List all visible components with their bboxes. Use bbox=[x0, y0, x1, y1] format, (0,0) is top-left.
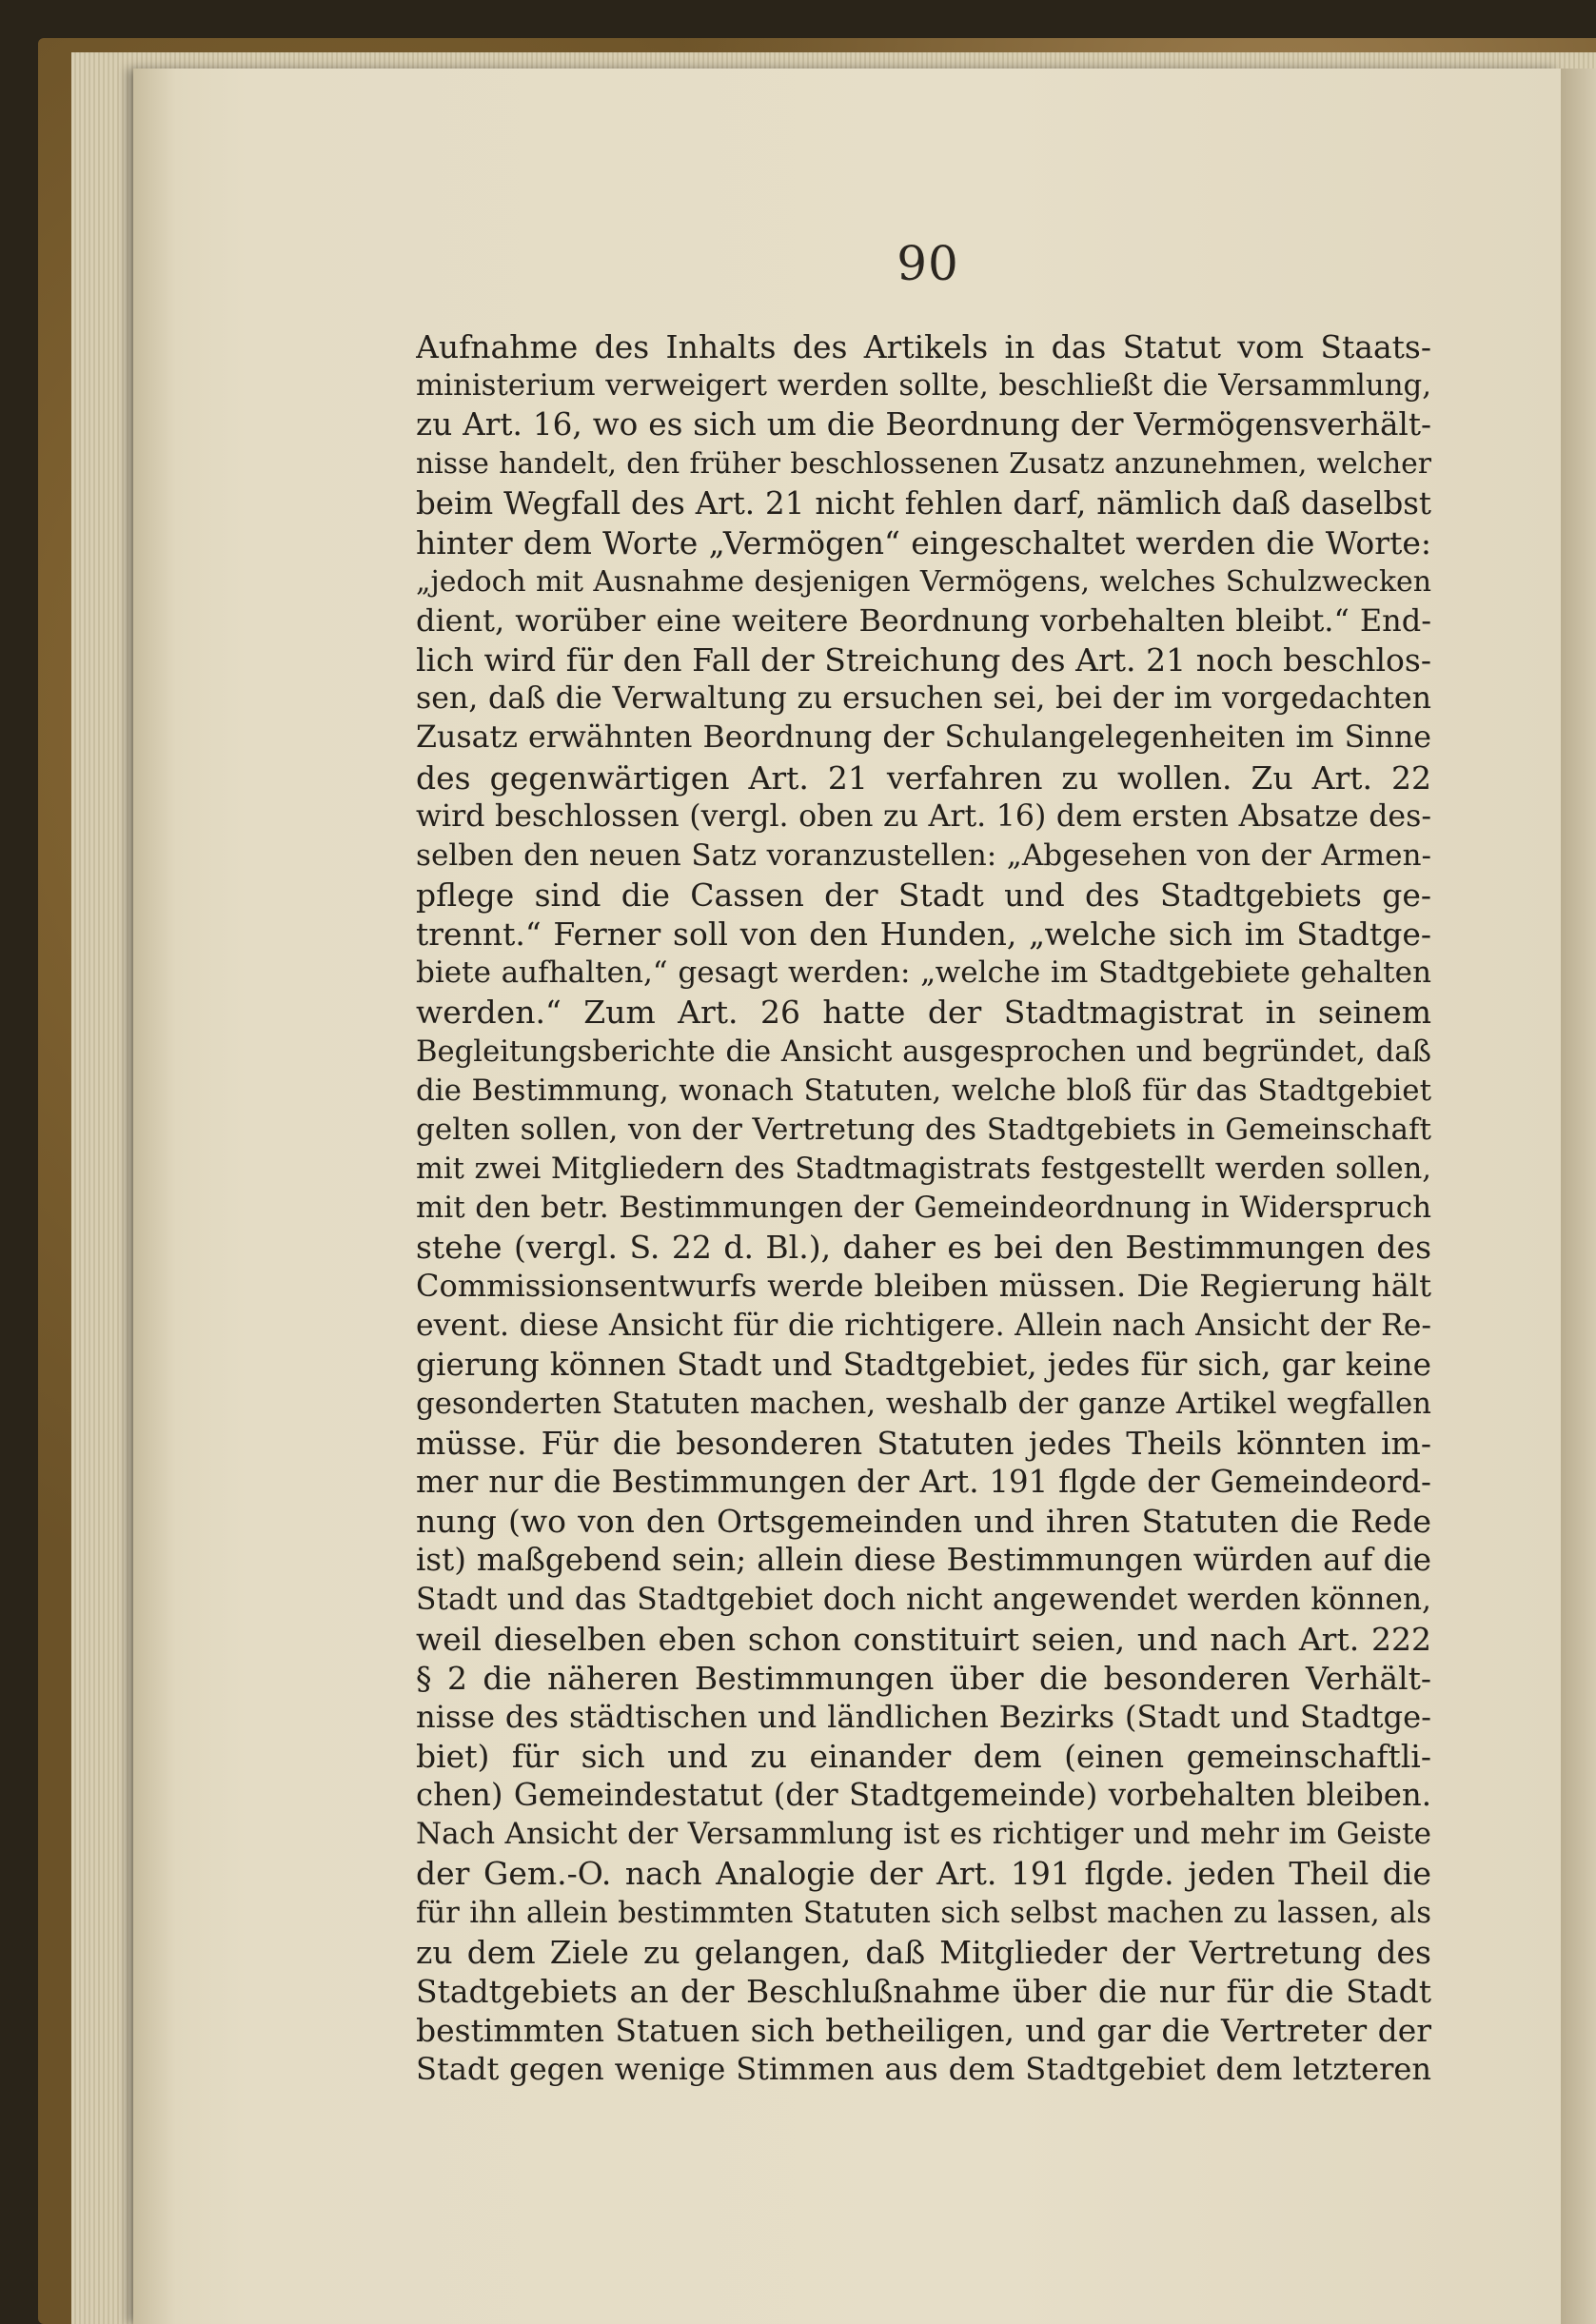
text-line: biete aufhalten,“ gesagt werden: „welche im Stadtgebiete gehalten bbox=[416, 955, 1431, 991]
text-line: Stadtgebiets an der Beschlußnahme über die nur für die Stadt bbox=[416, 1972, 1431, 2010]
text-line: ministerium verweigert werden sollte, beschließt die Versammlung, bbox=[416, 368, 1431, 404]
text-line: wird beschlossen (vergl. oben zu Art. 16) dem ersten Absatze des- bbox=[416, 798, 1431, 834]
page-number: 90 bbox=[897, 236, 959, 291]
text-line: mit den betr. Bestimmungen der Gemeindeordnung in Widerspruch bbox=[416, 1191, 1431, 1226]
text-line: chen) Gemeindestatut (der Stadtgemeinde) vorbehalten bleiben. bbox=[416, 1777, 1431, 1814]
text-line: zu dem Ziele zu gelangen, daß Mitglieder der Vertretung des bbox=[416, 1933, 1431, 1971]
facing-page-edge bbox=[1561, 69, 1596, 2324]
text-line: Aufnahme des Inhalts des Artikels in das Statut vom Staats- bbox=[416, 328, 1431, 365]
text-line: die Bestimmung, wonach Statuten, welche bloß für das Stadtgebiet bbox=[416, 1073, 1431, 1108]
text-line: Begleitungsberichte die Ansicht ausgesprochen und begründet, daß bbox=[416, 1034, 1431, 1069]
text-line: hinter dem Worte „Vermögen“ eingeschaltet werden die Worte: bbox=[416, 523, 1431, 561]
text-line: Stadt und das Stadtgebiet doch nicht angewendet werden können, bbox=[416, 1582, 1431, 1617]
text-line: nisse des städtischen und ländlichen Bezirks (Stadt und Stadtge- bbox=[416, 1698, 1431, 1735]
text-line: biet) für sich und zu einander dem (einen gemeinschaftli- bbox=[416, 1738, 1431, 1776]
text-line: ist) maßgebend sein; allein diese Bestimmungen würden auf die bbox=[416, 1542, 1431, 1579]
text-line: § 2 die näheren Bestimmungen über die besonderen Verhält- bbox=[416, 1659, 1431, 1697]
text-line: gelten sollen, von der Vertretung des Stadtgebiets in Gemeinschaft bbox=[416, 1112, 1431, 1147]
text-line: „jedoch mit Ausnahme desjenigen Vermögens, welches Schulzwecken bbox=[416, 564, 1431, 599]
text-line: mit zwei Mitgliedern des Stadtmagistrats festgestellt werden sollen, bbox=[416, 1152, 1431, 1186]
text-line: pflege sind die Cassen der Stadt und des Stadtgebiets ge- bbox=[416, 876, 1431, 914]
text-line: Commissionsentwurfs werde bleiben müssen. Die Regierung hält bbox=[416, 1268, 1431, 1305]
text-line: beim Wegfall des Art. 21 nicht fehlen darf, nämlich daß daselbst bbox=[416, 484, 1431, 522]
text-line: bestimmten Statuen sich betheiligen, und gar die Vertreter der bbox=[416, 2012, 1431, 2050]
text-line: event. diese Ansicht für die richtigere. Allein nach Ansicht der Re- bbox=[416, 1308, 1431, 1343]
text-line: sen, daß die Verwaltung zu ersuchen sei, bei der im vorgedachten bbox=[416, 681, 1431, 717]
text-line: dient, worüber eine weitere Beordnung vorbehalten bleibt.“ End- bbox=[416, 601, 1431, 639]
text-line: für ihn allein bestimmten Statuten sich selbst machen zu lassen, als bbox=[416, 1895, 1431, 1930]
text-line: selben den neuen Satz voranzustellen: „Abgesehen von der Armen- bbox=[416, 837, 1431, 873]
text-line: stehe (vergl. S. 22 d. Bl.), daher es bei den Bestimmungen des bbox=[416, 1229, 1431, 1267]
text-line: müsse. Für die besonderen Statuten jedes Theils könnten im- bbox=[416, 1424, 1431, 1462]
text-line: trennt.“ Ferner soll von den Hunden, „welche sich im Stadtge- bbox=[416, 916, 1431, 954]
text-line: gesonderten Statuten machen, weshalb der ganze Artikel wegfallen bbox=[416, 1386, 1431, 1421]
text-line: Stadt gegen wenige Stimmen aus dem Stadtgebiet dem letzteren bbox=[416, 2051, 1431, 2088]
text-line: der Gem.-O. nach Analogie der Art. 191 flgde. jeden Theil die bbox=[416, 1855, 1431, 1893]
text-line: zu Art. 16, wo es sich um die Beordnung der Vermögensverhält- bbox=[416, 406, 1431, 443]
text-line: Zusatz erwähnten Beordnung der Schulangelegenheiten im Sinne bbox=[416, 720, 1431, 756]
text-line: mer nur die Bestimmungen der Art. 191 flgde der Gemeindeord- bbox=[416, 1464, 1431, 1501]
text-line: nung (wo von den Ortsgemeinden und ihren Statuten die Rede bbox=[416, 1503, 1431, 1541]
text-line: lich wird für den Fall der Streichung des Art. 21 noch beschlos- bbox=[416, 641, 1431, 679]
text-line: werden.“ Zum Art. 26 hatte der Stadtmagistrat in seinem bbox=[416, 994, 1431, 1032]
text-line: gierung können Stadt und Stadtgebiet, jedes für sich, gar keine bbox=[416, 1346, 1431, 1383]
text-line: weil dieselben eben schon constituirt seien, und nach Art. 222 bbox=[416, 1620, 1431, 1658]
text-line: Nach Ansicht der Versammlung ist es richtiger und mehr im Geiste bbox=[416, 1817, 1431, 1852]
body-text bbox=[416, 327, 1431, 2089]
text-line: nisse handelt, den früher beschlossenen Zusatz anzunehmen, welcher bbox=[416, 447, 1431, 482]
text-line: des gegenwärtigen Art. 21 verfahren zu wollen. Zu Art. 22 bbox=[416, 758, 1431, 797]
